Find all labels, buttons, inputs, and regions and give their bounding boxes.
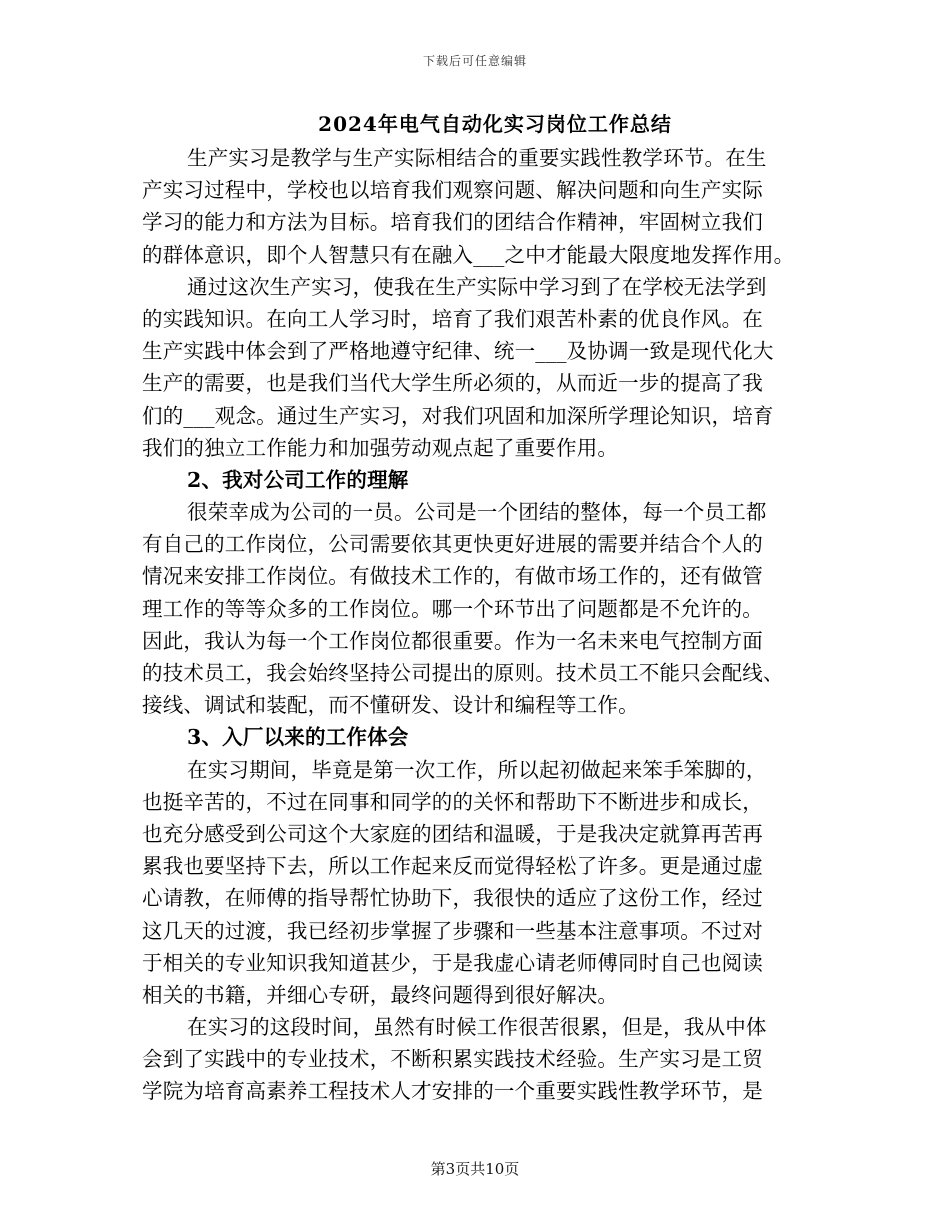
text-line: 理工作的等等众多的工作岗位。哪一个环节出了问题都是不允许的。 <box>142 596 763 621</box>
text-line: 在实习的这段时间，虽然有时候工作很苦很累，但是，我从中体 <box>187 1015 767 1040</box>
page-number-footer: 第3页共10页 <box>430 1160 520 1178</box>
text-line: 的实践知识。在向工人学习时，培育了我们艰苦朴素的优良作风。在 <box>142 306 763 331</box>
document-body <box>142 142 822 1108</box>
text-line: 产实习过程中，学校也以培育我们观察问题、解决问题和向生产实际 <box>142 178 763 203</box>
text-line: 会到了实践中的专业技术，不断积累实践技术经验。生产实习是工贸 <box>142 1047 763 1072</box>
text-line: 通过这次生产实习，使我在生产实际中学习到了在学校无法学到 <box>187 274 767 299</box>
text-line: 的技术员工，我会始终坚持公司提出的原则。技术员工不能只会配线、 <box>142 661 784 685</box>
text-line: 的群体意识，即个人智慧只有在融入___之中才能最大限度地发挥作用。 <box>142 242 795 267</box>
page-header: 下载后可任意编辑 <box>422 54 527 68</box>
document-title: 2024年电气自动化实习岗位工作总结 <box>318 112 672 136</box>
section-heading: 2、我对公司工作的理解 <box>187 467 409 492</box>
text-line: 累我也要坚持下去，所以工作起来反而觉得轻松了许多。更是通过虚 <box>142 854 763 879</box>
text-line: 也充分感受到公司这个大家庭的团结和温暖，于是我决定就算再苦再 <box>142 821 763 846</box>
text-line: 学习的能力和方法为目标。培育我们的团结合作精神，牢固树立我们 <box>142 210 763 235</box>
text-line: 因此，我认为每一个工作岗位都很重要。作为一名未来电气控制方面 <box>142 628 763 653</box>
text-line: 接线、调试和装配，而不懂研发、设计和编程等工作。 <box>142 693 639 718</box>
text-line: 于相关的专业知识我知道甚少，于是我虚心请老师傅同时自己也阅读 <box>142 950 763 975</box>
text-line: 在实习期间，毕竟是第一次工作，所以起初做起来笨手笨脚的， <box>187 757 767 782</box>
text-line: 心请教，在师傅的指导帮忙协助下，我很快的适应了这份工作，经过 <box>142 886 763 911</box>
section-heading: 3、入厂以来的工作体会 <box>187 725 409 750</box>
text-line: 有自己的工作岗位，公司需要依其更快更好进展的需要并结合个人的 <box>142 532 763 557</box>
text-line: 学院为培育高素养工程技术人才安排的一个重要实践性教学环节，是 <box>142 1079 763 1104</box>
text-line: 生产实践中体会到了严格地遵守纪律、统一___及协调一致是现代化大 <box>142 339 774 364</box>
text-line: 也挺辛苦的，不过在同事和同学的的关怀和帮助下不断进步和成长， <box>142 789 763 814</box>
text-line: 们的___观念。通过生产实习，对我们巩固和加深所学理论知识，培育 <box>142 403 774 428</box>
text-line: 这几天的过渡，我已经初步掌握了步骤和一些基本注意事项。不过对 <box>142 918 763 943</box>
text-line: 相关的书籍，并细心专研，最终问题得到很好解决。 <box>142 982 619 1007</box>
text-line: 很荣幸成为公司的一员。公司是一个团结的整体，每一个员工都 <box>187 500 767 525</box>
text-line: 情况来安排工作岗位。有做技术工作的，有做市场工作的，还有做管 <box>142 564 763 589</box>
text-line: 生产实习是教学与生产实际相结合的重要实践性教学环节。在生 <box>187 146 767 170</box>
text-line: 生产的需要，也是我们当代大学生所必须的，从而近一步的提高了我 <box>142 371 763 396</box>
text-line: 我们的独立工作能力和加强劳动观点起了重要作用。 <box>142 435 619 460</box>
